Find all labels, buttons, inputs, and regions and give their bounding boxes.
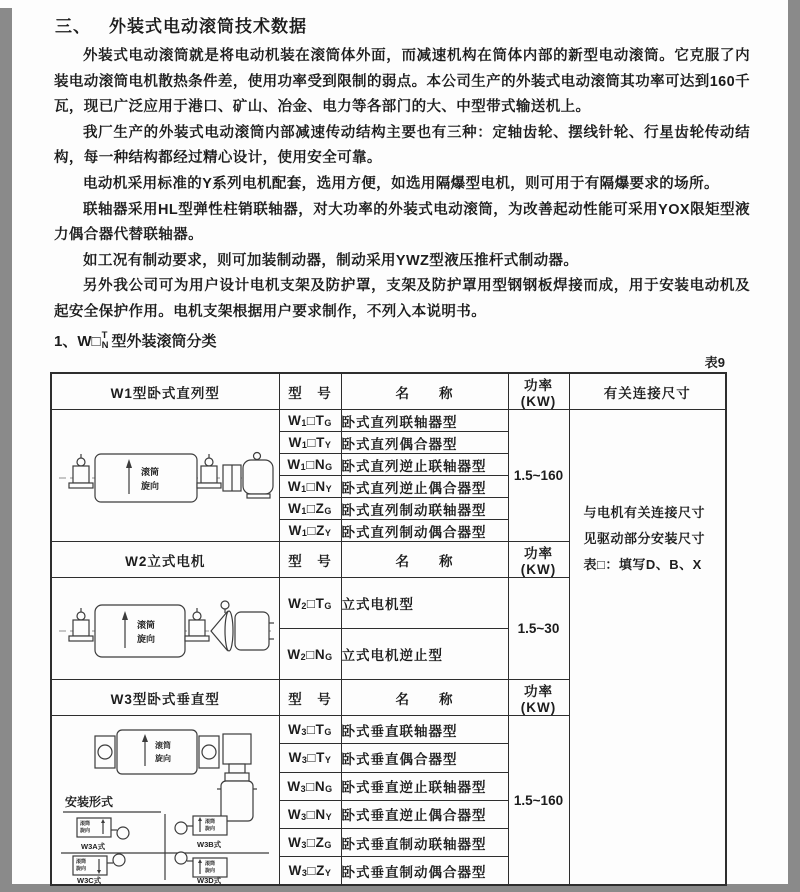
- paragraph: 另外我公司可为用户设计电机支架及防护罩，支架及防护罩用型钢钢板焊接而成，用于安装电动机及起安全保护作用。电机支架根据用户要求制作，不列入本说明书。: [54, 278, 750, 320]
- model-name: 卧式垂直联轴器型: [341, 716, 508, 744]
- model-name: 卧式垂直逆止联轴器型: [341, 772, 508, 800]
- model-code: $W_3□N_G$: [279, 772, 341, 800]
- col-header-dims: 有关连接尺寸: [569, 373, 726, 410]
- model-name: 卧式垂直制动联轴器型: [341, 829, 508, 857]
- section-title-w2: W2立式电机: [51, 542, 279, 578]
- page-title: [55, 12, 307, 37]
- drum-label: 旋向: [141, 480, 160, 491]
- w1-diagram-cell: [51, 410, 279, 542]
- col-header-name: 名 称: [341, 680, 508, 716]
- col-header-model: 型 号: [279, 373, 341, 410]
- svg-text:旋向: 旋向: [76, 866, 87, 872]
- drum-label: 旋向: [137, 633, 156, 644]
- model-code: $W_2□N_G$: [279, 629, 341, 680]
- model-code: $W_2□T_G$: [279, 578, 341, 629]
- mount-label: W3C式: [77, 876, 102, 884]
- section-title-w3: W3型卧式垂直型: [51, 680, 279, 716]
- col-header-power: 功率(KW): [508, 680, 569, 716]
- col-header-model: 型 号: [279, 680, 341, 716]
- connection-dims-note: 与电机有关连接尺寸 见驱动部分安装尺寸 表□：填写D、B、X: [569, 410, 726, 886]
- mount-label: W3A式: [81, 842, 106, 851]
- model-name: 卧式直列制动联轴器型: [341, 498, 508, 520]
- svg-text:滚筒: 滚筒: [80, 821, 91, 827]
- model-code: $W_1□T_Y$: [279, 432, 341, 454]
- power-range-w1: 1.5~160: [508, 410, 569, 542]
- drum-label: 滚筒: [141, 466, 160, 477]
- col-header-name: 名 称: [341, 542, 508, 578]
- svg-text:滚筒: 滚筒: [205, 861, 216, 867]
- title-number: 三、: [55, 17, 91, 36]
- model-name: 卧式垂直逆止偶合器型: [341, 800, 508, 828]
- model-code: $W_1□N_G$: [279, 454, 341, 476]
- svg-text:旋向: 旋向: [205, 826, 216, 832]
- power-range-w3: 1.5~160: [508, 716, 569, 886]
- col-header-power: 功率(KW): [508, 373, 569, 410]
- model-code: $W_3□T_Y$: [279, 744, 341, 772]
- title-text: 外装式电动滚筒技术数据: [109, 17, 307, 36]
- model-name: 卧式垂直制动偶合器型: [341, 857, 508, 885]
- model-code: $W_1□N_Y$: [279, 476, 341, 498]
- mount-label: W3B式: [197, 840, 222, 849]
- w3-diagram-cell: [51, 716, 279, 886]
- model-name: 卧式直列制动偶合器型: [341, 520, 508, 542]
- table-number-label: 表9: [704, 355, 725, 370]
- classification-heading: 1、W□ T N 型外装滚筒分类: [54, 329, 217, 351]
- svg-text:旋向: 旋向: [205, 868, 216, 874]
- drum-label: 滚筒: [155, 741, 172, 750]
- model-name: 卧式直列逆止偶合器型: [341, 476, 508, 498]
- model-code: $W_1□Z_G$: [279, 498, 341, 520]
- model-code: $W_3□Z_G$: [279, 829, 341, 857]
- tn-superscript-subscript: T N: [101, 329, 109, 351]
- svg-text:滚筒: 滚筒: [76, 859, 87, 865]
- col-header-power: 功率(KW): [508, 542, 569, 578]
- w2-diagram-cell: [51, 578, 279, 680]
- w2-vertical-motor-diagram: [53, 580, 277, 678]
- model-code: $W_1□Z_Y$: [279, 520, 341, 542]
- model-code: $W_1□T_G$: [279, 410, 341, 432]
- model-code: $W_3□N_Y$: [279, 800, 341, 828]
- w1-drum-motor-diagram: [53, 412, 277, 540]
- model-name: 卧式直列联轴器型: [341, 410, 508, 432]
- drum-label: 旋向: [155, 754, 172, 763]
- model-code: $W_3□T_G$: [279, 716, 341, 744]
- svg-text:滚筒: 滚筒: [205, 819, 216, 825]
- paragraph: 我厂生产的外装式电动滚筒内部减速传动结构主要也有三种：定轴齿轮、摆线针轮、行星齿轮传动结构，每一种结构都经过精心设计，使用安全可靠。: [54, 124, 750, 167]
- mount-label: W3D式: [197, 876, 222, 884]
- model-name: 立式电机型: [341, 578, 508, 629]
- section-title-w1: W1型卧式直列型: [51, 373, 279, 410]
- model-name: 立式电机逆止型: [341, 629, 508, 680]
- paragraph: 联轴器采用HL型弹性柱销联轴器，对大功率的外装式电动滚筒，为改善起动性能可采用YOX限矩型液力偶合器代替联轴器。: [54, 201, 750, 244]
- install-forms-label: 安装形式: [65, 795, 114, 809]
- w3-right-angle-diagram: [53, 716, 277, 884]
- model-code: $W_3□Z_Y$: [279, 857, 341, 885]
- model-name: 卧式直列逆止联轴器型: [341, 454, 508, 476]
- drum-classification-table: [50, 372, 727, 886]
- paragraph: 外装式电动滚筒就是将电动机装在滚筒体外面，而减速机构在筒体内部的新型电动滚筒。它克服了内装电动滚筒电机散热条件差，使用功率受到限制的弱点。本公司生产的外装式电动滚筒其功率可达到160千瓦，现已广泛应用于港口、矿山、冶金、电力等各部门的大、中型带式输送机上。: [54, 48, 750, 116]
- paragraph: 电动机采用标准的Y系列电机配套，选用方便，如选用隔爆型电机，则可用于有隔爆要求的场所。: [83, 175, 719, 192]
- power-range-w2: 1.5~30: [508, 578, 569, 680]
- col-header-model: 型 号: [279, 542, 341, 578]
- page-corner-notch: [0, 0, 12, 8]
- drum-label: 滚筒: [137, 619, 156, 630]
- col-header-name: 名 称: [341, 373, 508, 410]
- model-name: 卧式直列偶合器型: [341, 432, 508, 454]
- paragraph: 如工况有制动要求，则可加装制动器，制动采用YWZ型液压推杆式制动器。: [83, 252, 579, 269]
- model-name: 卧式垂直偶合器型: [341, 744, 508, 772]
- intro-paragraphs: [54, 44, 750, 326]
- svg-text:旋向: 旋向: [80, 828, 91, 834]
